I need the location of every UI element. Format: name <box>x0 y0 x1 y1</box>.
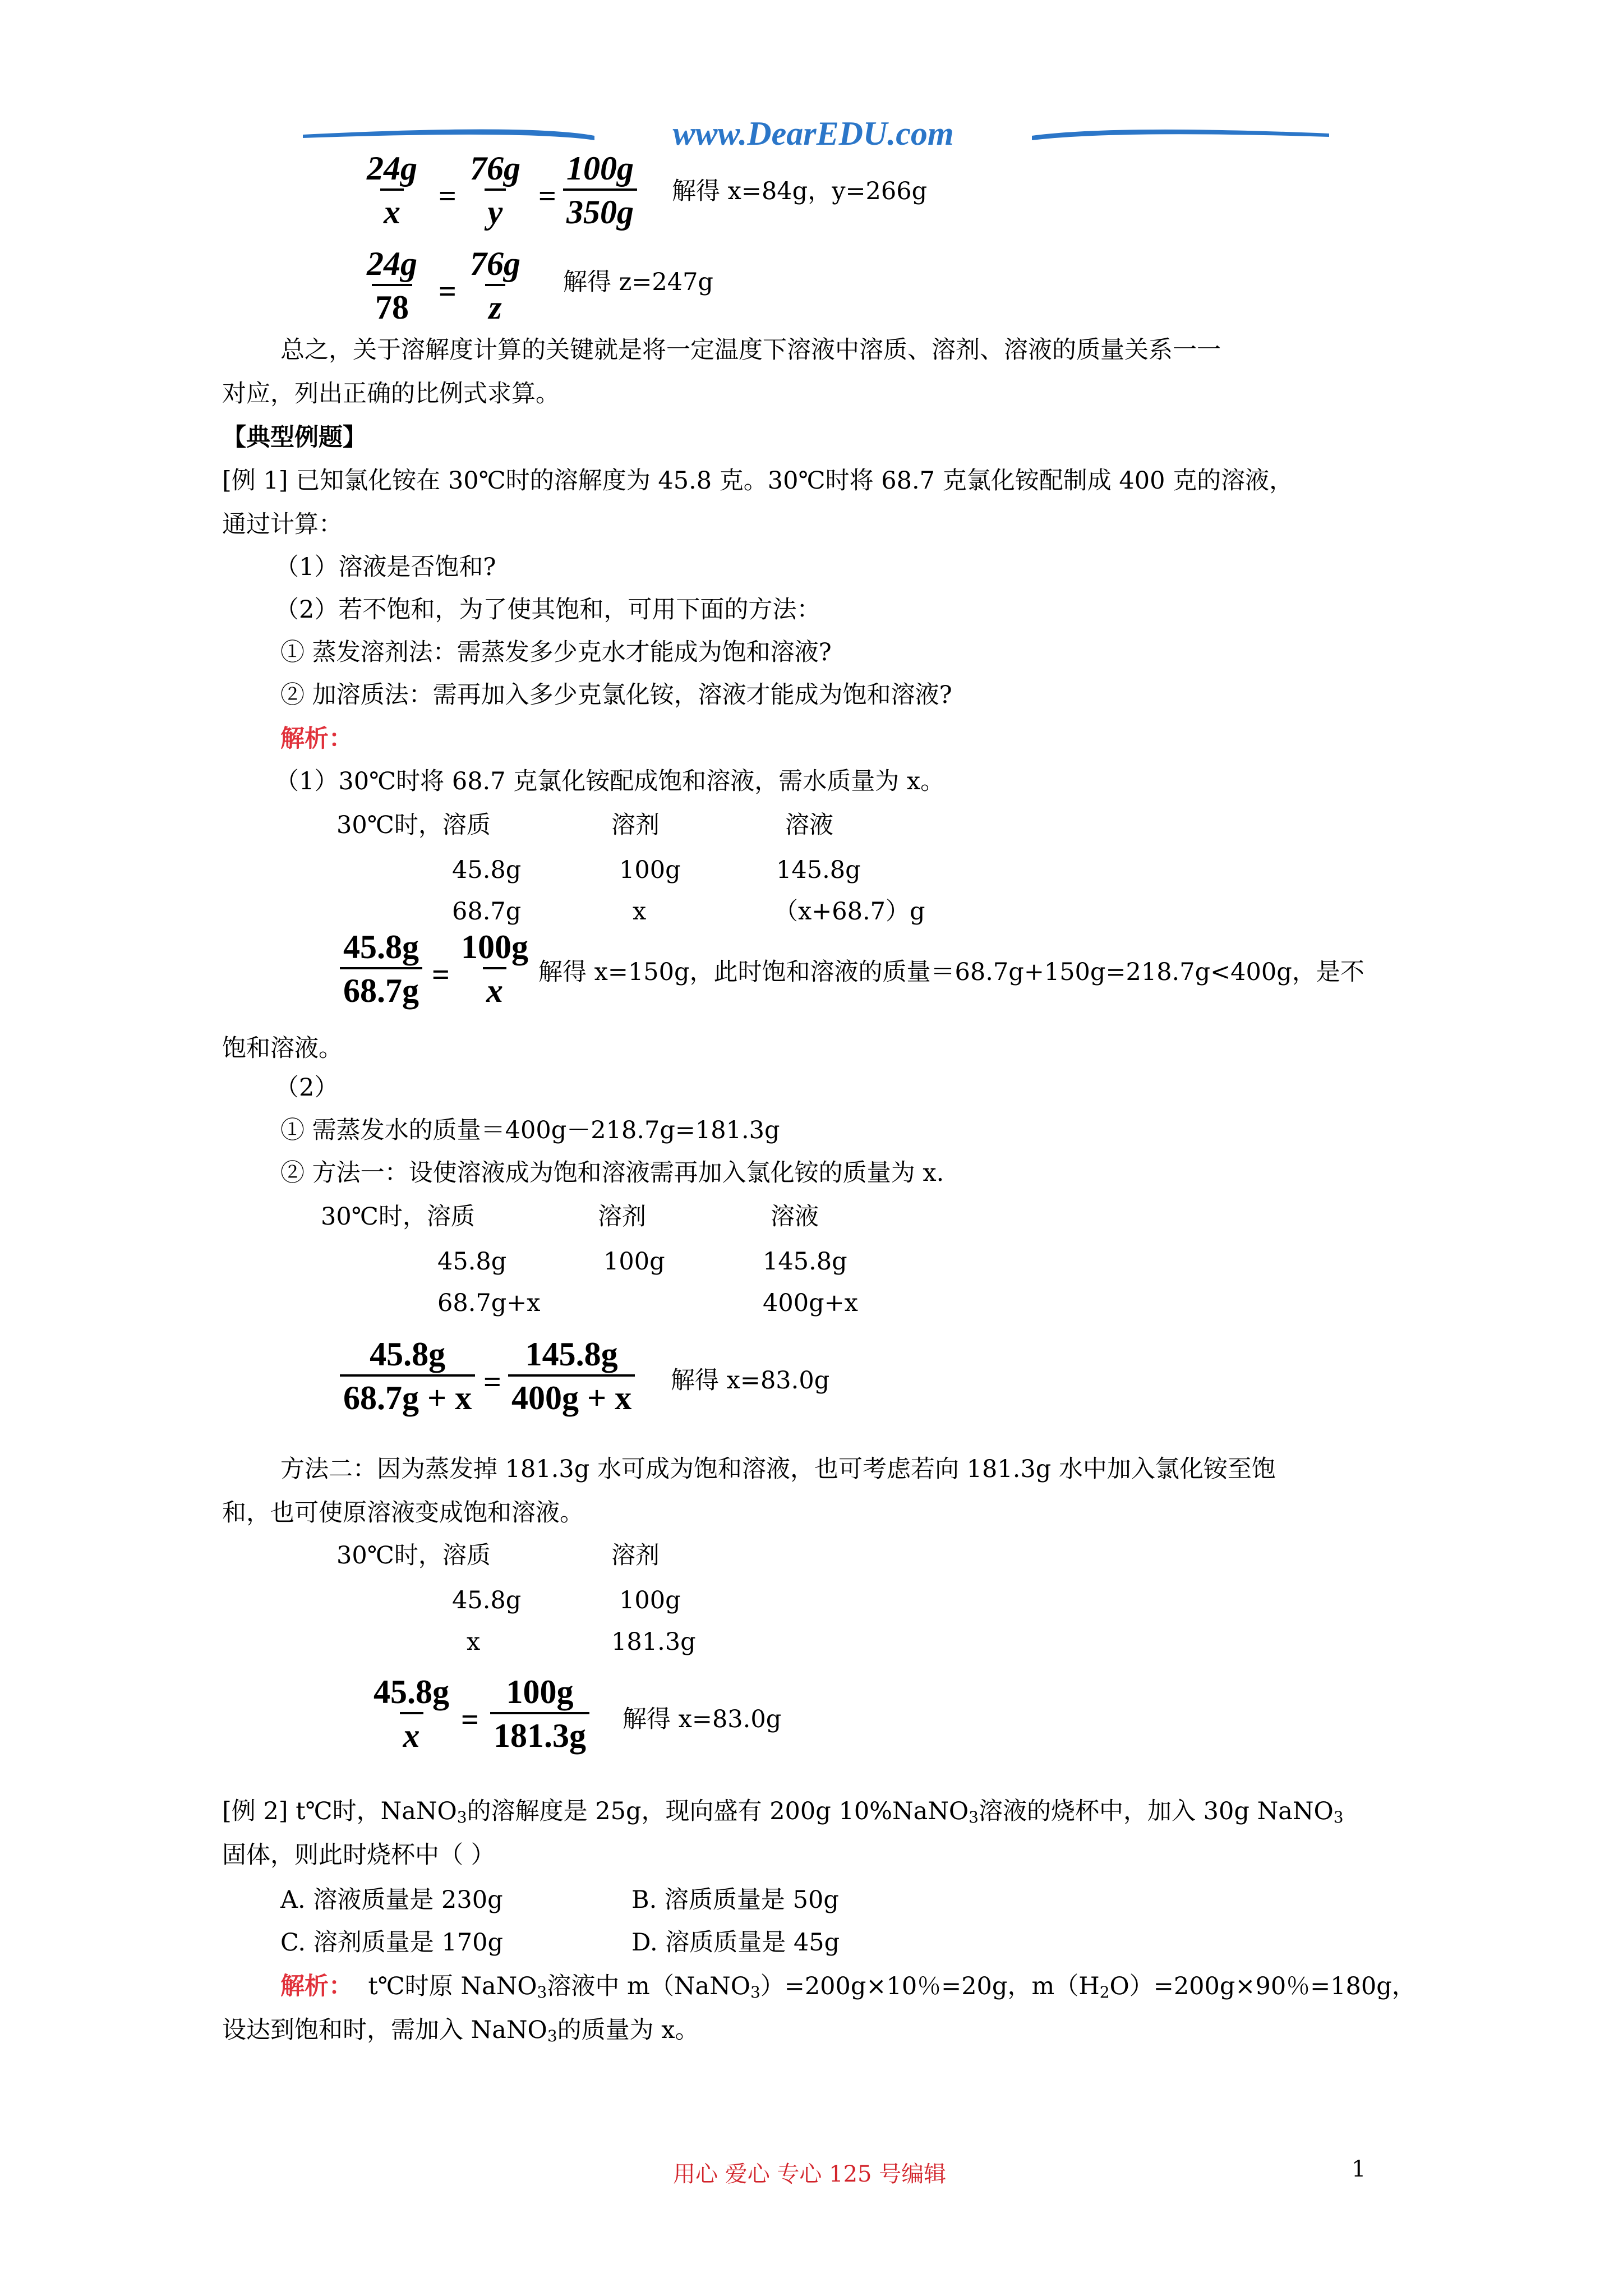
t2-r1c3: 145.8g <box>763 1248 847 1276</box>
ex1-line1: [例 1] 已知氯化铵在 30℃时的溶解度为 45.8 克。30℃时将 68.7 克氯化铵配制成 400 克的溶液， <box>222 467 1294 495</box>
equals: = <box>439 179 457 214</box>
ex1-line2: 通过计算： <box>222 510 343 539</box>
t2-r2c3: 400g+x <box>763 1289 858 1317</box>
t1-r2c3: （x+68.7）g <box>774 898 925 926</box>
t3-r1c2: 100g <box>619 1586 681 1614</box>
t3-col1: 30℃时，溶质 <box>336 1542 491 1570</box>
t1-col3: 溶液 <box>785 811 833 839</box>
summary-line2: 对应，列出正确的比例式求算。 <box>222 380 560 408</box>
t2-col1: 30℃时，溶质 <box>321 1203 475 1231</box>
ex2-option-b: B. 溶质质量是 50g <box>631 1886 839 1914</box>
ex2-line1: [例 2] t℃时，NaNO$_3$的溶解度是 25g，现向盛有 200g 10%NaNO$_3$溶液的烧杯中，加入 30g NaNO$_3$ <box>222 1797 1344 1826</box>
m2-line2: 和，也可使原溶液变成饱和溶液。 <box>222 1499 584 1527</box>
m2-line1: 方法二：因为蒸发掉 181.3g 水可成为饱和溶液，也可考虑若向 181.3g 水中加入氯化铵至饱 <box>280 1455 1276 1483</box>
footer-text: 用心 爱心 专心 125 号编辑 <box>673 2161 947 2187</box>
ex1-a2: （2） <box>275 1074 339 1102</box>
f1-frac1: $\frac{45.8g}{68.7g}$ <box>340 930 422 1007</box>
page-number: 1 <box>1352 2156 1366 2182</box>
header-logo <box>303 112 1329 157</box>
eq2-result: 解得 z=247g <box>563 268 713 296</box>
f1-result: 解得 x=150g，此时饱和溶液的质量＝68.7g+150g=218.7g<400g，是不 <box>538 958 1364 986</box>
ex1-a2b: ② 方法一：设使溶液成为饱和溶液需再加入氯化铵的质量为 x. <box>280 1159 944 1187</box>
equals: = <box>538 179 556 214</box>
f2-frac1: $\frac{45.8g}{68.7g + x}$ <box>340 1337 475 1415</box>
summary-line1: 总之，关于溶解度计算的关键就是将一定温度下溶液中溶质、溶剂、溶液的质量关系一一 <box>280 336 1221 364</box>
t2-r1c2: 100g <box>603 1248 665 1276</box>
ex2-option-d: D. 溶质质量是 45g <box>631 1929 840 1957</box>
equals: = <box>432 958 450 992</box>
ex1-a2a: ① 需蒸发水的质量＝400g－218.7g=181.3g <box>280 1116 780 1144</box>
ex2-analysis-line1: 解析： t℃时原 NaNO$_3$溶液中 m（NaNO$_3$）=200g×10％=20g，$m(H_2O)=200g\times 90$％=180g， <box>280 1972 1416 2001</box>
t2-r1c1: 45.8g <box>437 1248 507 1276</box>
eq2-frac2: $\frac{76g}{z}$ <box>470 245 520 326</box>
t1-col1: 30℃时，溶质 <box>336 811 491 839</box>
t3-r2c2: 181.3g <box>611 1628 696 1656</box>
ex1-a1: （1）30℃时将 68.7 克氯化铵配成饱和溶液，需水质量为 x。 <box>275 767 945 795</box>
eq1-frac2: $\frac{76g}{y}$ <box>470 150 520 231</box>
section-title: 【典型例题】 <box>222 424 367 452</box>
logo-text: www.DearEDU.com <box>672 115 954 152</box>
eq2-frac1: $\frac{24g}{78}$ <box>367 245 417 326</box>
eq1-frac1: $\frac{24g}{x}$ <box>367 150 417 231</box>
f3-frac1: $\frac{45.8g}{x}$ <box>374 1673 449 1754</box>
t2-col2: 溶剂 <box>598 1203 646 1231</box>
t1-col2: 溶剂 <box>611 811 660 839</box>
f2-frac2: $\frac{145.8g}{400g + x}$ <box>508 1337 635 1415</box>
f2-result: 解得 x=83.0g <box>671 1366 830 1395</box>
equals: = <box>461 1703 479 1737</box>
ex1-analysis-label: 解析： <box>280 725 353 753</box>
t3-r2c1: x <box>467 1628 481 1656</box>
equals: = <box>439 274 457 309</box>
f1-frac2: $\frac{100g}{x}$ <box>461 928 528 1009</box>
t1-r2c1: 68.7g <box>452 898 522 926</box>
ex1-q1: （1）溶液是否饱和? <box>275 553 496 581</box>
eq1-frac3: $\frac{100g}{350g}$ <box>563 151 637 229</box>
eq1-result: 解得 x=84g，y=266g <box>672 177 928 205</box>
equals: = <box>483 1365 501 1400</box>
t2-col3: 溶液 <box>771 1203 819 1231</box>
f3-result: 解得 x=83.0g <box>623 1705 782 1733</box>
t1-r1c2: 100g <box>619 856 681 884</box>
t1-r2c2: x <box>633 898 647 926</box>
t3-r1c1: 45.8g <box>452 1586 522 1614</box>
f3-frac2: $\frac{100g}{181.3g}$ <box>490 1675 589 1752</box>
ex2-line2: 固体，则此时烧杯中（ ） <box>222 1841 495 1869</box>
t1-r1c3: 145.8g <box>776 856 861 884</box>
ex2-option-a: A. 溶液质量是 230g <box>280 1886 503 1914</box>
ex1-q2b: ② 加溶质法：需再加入多少克氯化铵，溶液才能成为饱和溶液? <box>280 681 952 709</box>
ex1-q2a: ① 蒸发溶剂法：需蒸发多少克水才能成为饱和溶液? <box>280 638 832 666</box>
t1-r1c1: 45.8g <box>452 856 522 884</box>
t3-col2: 溶剂 <box>611 1542 660 1570</box>
f1-cont: 饱和溶液。 <box>222 1034 343 1062</box>
ex2-analysis-line2: 设达到饱和时，需加入 NaNO$_3$的质量为 x。 <box>222 2016 699 2045</box>
ex1-q2: （2）若不饱和，为了使其饱和，可用下面的方法： <box>275 596 821 624</box>
ex2-option-c: C. 溶剂质量是 170g <box>280 1929 503 1957</box>
t2-r2c1: 68.7g+x <box>437 1289 541 1317</box>
